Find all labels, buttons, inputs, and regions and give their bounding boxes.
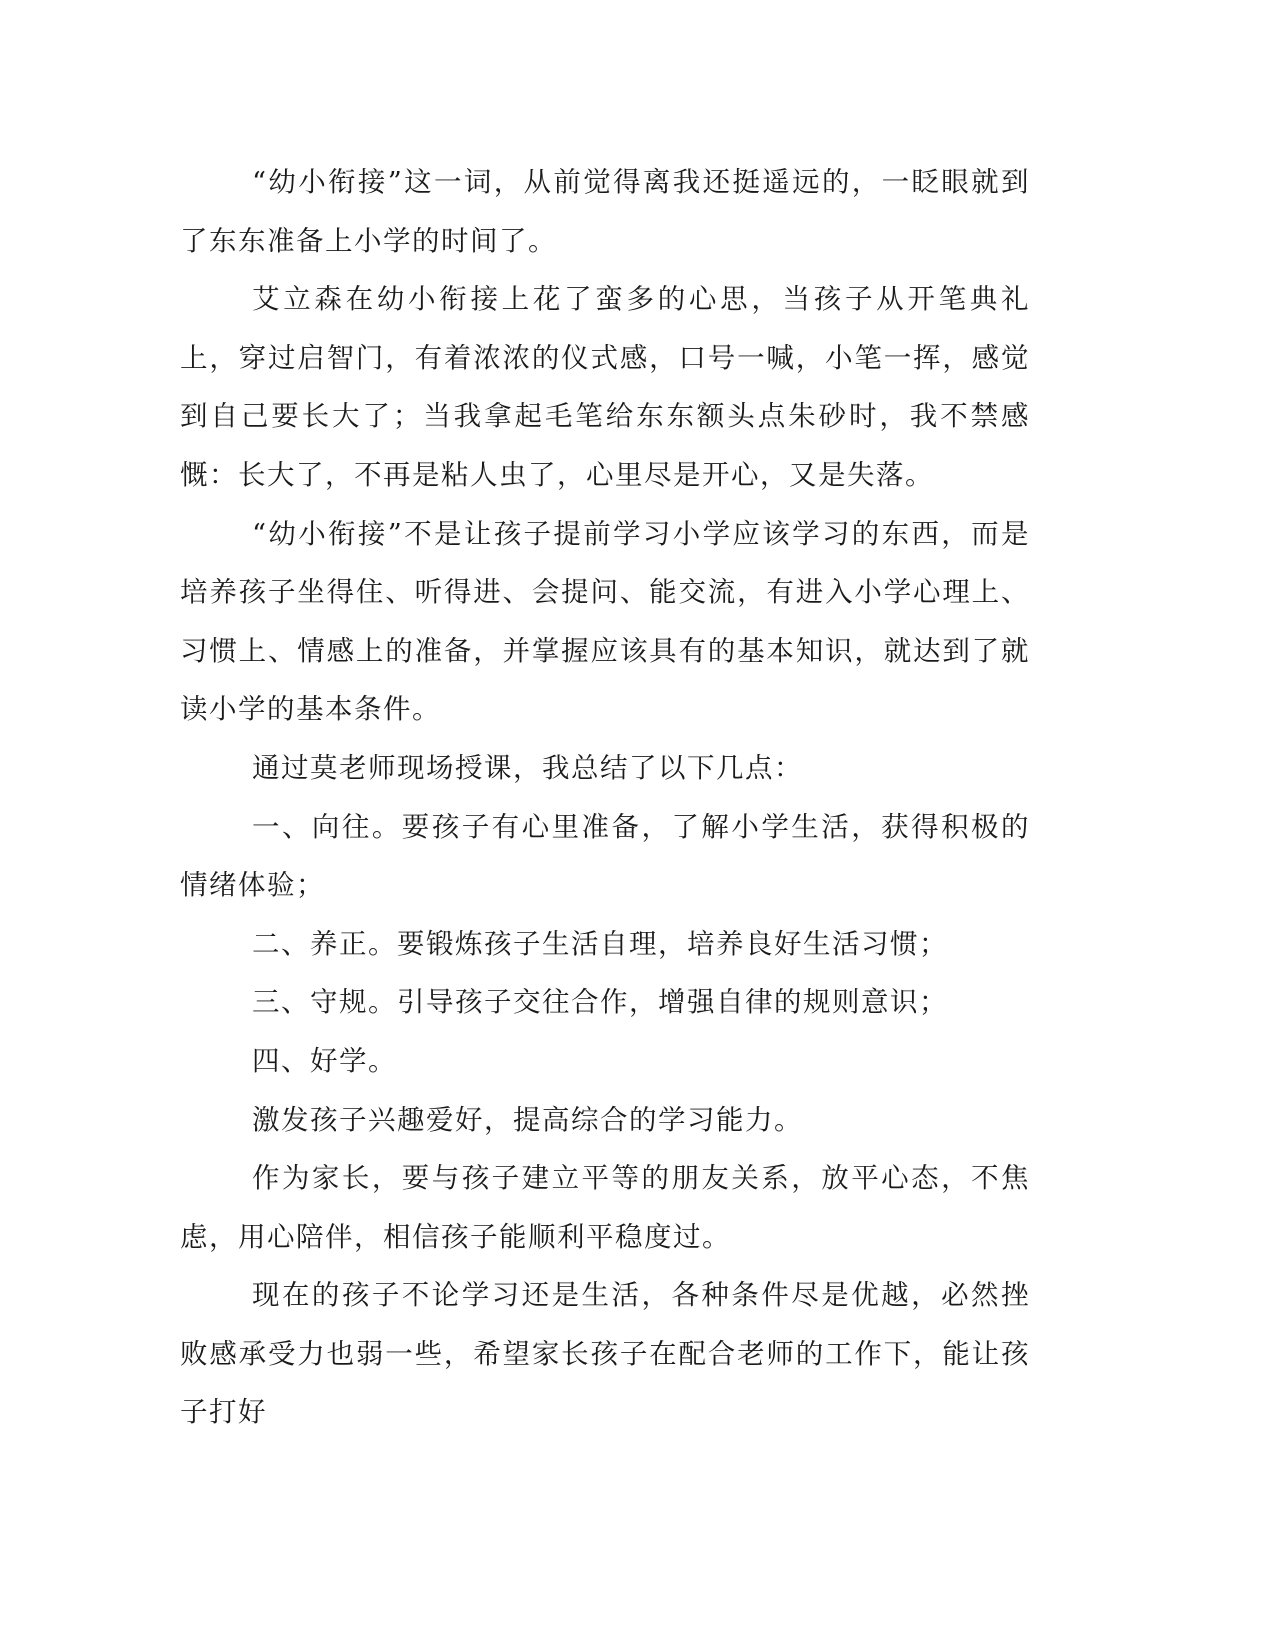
list-item-2: 二、养正。要锻炼孩子生活自理，培养良好生活习惯； bbox=[252, 927, 948, 960]
document-body bbox=[180, 153, 1030, 1442]
list-item-4-detail: 激发孩子兴趣爱好，提高综合的学习能力。 bbox=[252, 1103, 803, 1136]
paragraph-intro: “幼小衔接”这一词，从前觉得离我还挺遥远的，一眨眼就到了东东准备上小学的时间了。 bbox=[180, 166, 1030, 257]
paragraph-closing: 现在的孩子不论学习还是生活，各种条件尽是优越，必然挫败感承受力也弱一些，希望家长孩子在配合老师的工作下，能让孩子打好 bbox=[180, 1279, 1030, 1429]
paragraph-parent-role: 作为家长，要与孩子建立平等的朋友关系，放平心态，不焦虑，用心陪伴，相信孩子能顺利平稳度过。 bbox=[180, 1162, 1030, 1253]
paragraph-ceremony: 艾立森在幼小衔接上花了蛮多的心思，当孩子从开笔典礼上，穿过启智门，有着浓浓的仪式感，口号一喊，小笔一挥，感觉到自己要长大了；当我拿起毛笔给东东额头点朱砂时，我不禁感慨：长大了，不再是粘人虫了，心里尽是开心，又是失落。 bbox=[180, 283, 1030, 491]
paragraph-meaning: “幼小衔接”不是让孩子提前学习小学应该学习的东西，而是培养孩子坐得住、听得进、会提问、能交流，有进入小学心理上、习惯上、情感上的准备，并掌握应该具有的基本知识，就达到了就读小学的基本条件。 bbox=[180, 517, 1030, 726]
paragraph-summary-lead: 通过莫老师现场授课，我总结了以下几点： bbox=[252, 751, 803, 784]
list-item-3: 三、守规。引导孩子交往合作，增强自律的规则意识； bbox=[252, 986, 948, 1019]
list-item-4: 四、好学。 bbox=[252, 1044, 397, 1077]
list-item-1: 一、向往。要孩子有心里准备，了解小学生活，获得积极的情绪体验； bbox=[180, 810, 1030, 902]
